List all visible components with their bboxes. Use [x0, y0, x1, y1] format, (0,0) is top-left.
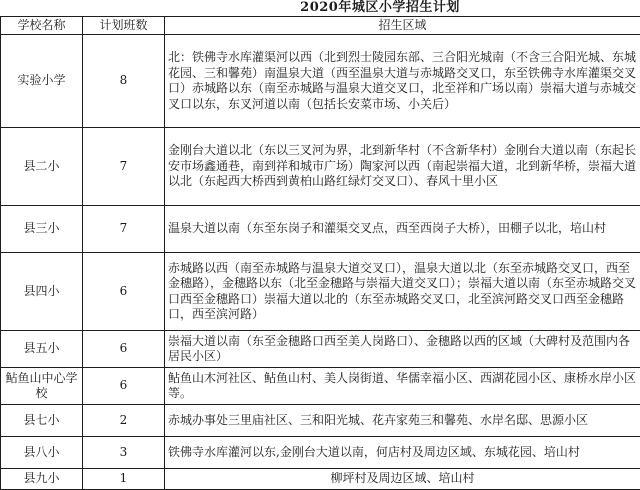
table-row	[1, 469, 640, 490]
enrollment-area: 赤城路以西（南至赤城路与温泉大道交叉口），温泉大道以北（东至赤城路交叉口，西至金穗路），金穗路以东（北至金穗路与崇福大道交叉口）；崇福大道以南（东至赤城路交叉口西至金穗路口）崇福大道以北的（东至赤城路交叉口，北至滨河路交叉口西至金穗路口，西至滨河路）	[165, 253, 640, 331]
class-count: 7	[83, 128, 165, 206]
table-row	[1, 206, 640, 253]
class-count: 6	[83, 331, 165, 368]
table-header-row	[1, 17, 640, 35]
table-row	[1, 253, 640, 331]
enrollment-area: 温泉大道以南（东至东岗子和灌渠交叉点，西至西岗子大桥），田棚子以北，培山村	[165, 206, 640, 253]
header-area: 招生区域	[165, 17, 640, 35]
table-row	[1, 128, 640, 206]
class-count: 1	[83, 469, 165, 490]
enrollment-area: 铁佛寺水库灌河以东,金刚台大道以南，何店村及周边区域、东城花园、培山村	[165, 437, 640, 469]
class-count: 6	[83, 368, 165, 405]
class-count: 7	[83, 206, 165, 253]
enrollment-area: 鲇鱼山木河社区、鲇鱼山村、美人岗街道、华儒幸福小区、西湖花园小区、康桥水岸小区等。	[165, 368, 640, 405]
school-name: 县三小	[1, 206, 83, 253]
enrollment-area: 金刚台大道以北（东以三叉河为界，北到新华村（不含新华村）金刚台大道以南（东起长安市场鑫通巷，南到祥和城市广场）陶家河以西（南起崇福大道，北到新华桥，崇福大道以北（东起西大桥西到黄柏山路红绿灯交叉口）、春风十里小区	[165, 128, 640, 206]
school-name: 鲇鱼山中心学校	[1, 368, 83, 405]
school-name: 县七小	[1, 405, 83, 437]
class-count: 2	[83, 405, 165, 437]
school-name: 县二小	[1, 128, 83, 206]
table-row	[1, 35, 640, 128]
school-name: 县八小	[1, 437, 83, 469]
enrollment-area: 北：铁佛寺水库灌渠河以西（北到烈士陵园东部、三合阳光城南（不含三合阳光城、东城花园、三和馨苑）南温泉大道（西至温泉大道与赤城路交叉口，东至铁佛寺水库灌渠交叉口）赤城路以东（南至赤城路与温泉大道交叉口，北至祥和广场以南）崇福大道与赤城交叉口以东，东叉河道以南（包括长安菜市场、小关后）	[165, 35, 640, 128]
class-count: 3	[83, 437, 165, 469]
school-name: 县九小	[1, 469, 83, 490]
table-row	[1, 368, 640, 405]
header-classes: 计划班数	[83, 17, 165, 35]
enrollment-area: 柳坪村及周边区域、培山村	[165, 469, 640, 490]
school-name: 实验小学	[1, 35, 83, 128]
document-title: 2020年城区小学招生计划	[0, 0, 640, 16]
enrollment-table	[0, 16, 640, 490]
header-school: 学校名称	[1, 17, 83, 35]
class-count: 8	[83, 35, 165, 128]
enrollment-area: 崇福大道以南（东至金穗路口西至美人岗路口）、金穗路以西的区域（大碑村及范围内各居民小区）	[165, 331, 640, 368]
table-row	[1, 331, 640, 368]
table-row	[1, 437, 640, 469]
table-row	[1, 405, 640, 437]
school-name: 县五小	[1, 331, 83, 368]
school-name: 县四小	[1, 253, 83, 331]
enrollment-area: 赤城办事处三里庙社区、三和阳光城、花卉家苑三和馨苑、水岸名邸、思源小区	[165, 405, 640, 437]
class-count: 6	[83, 253, 165, 331]
